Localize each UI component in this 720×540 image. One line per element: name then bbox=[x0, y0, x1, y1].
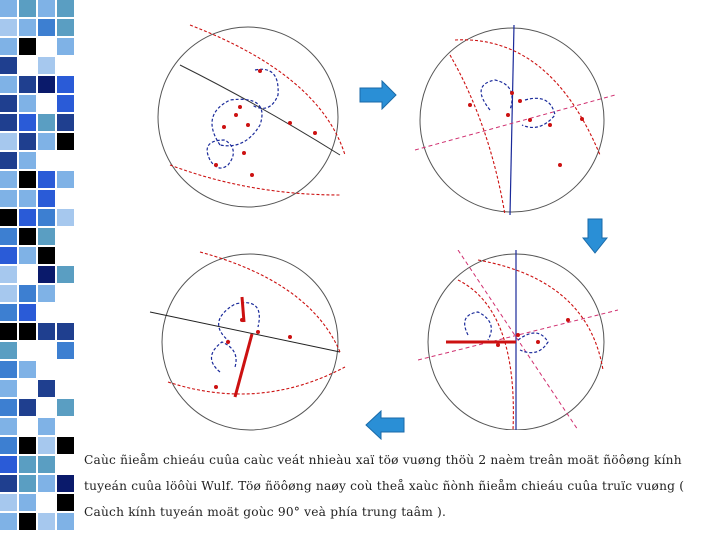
decorative-square bbox=[19, 171, 36, 188]
decorative-square bbox=[19, 152, 36, 169]
decorative-square bbox=[0, 266, 17, 283]
stereonet-top-left bbox=[140, 15, 360, 215]
decorative-square bbox=[38, 247, 55, 264]
decorative-square bbox=[19, 513, 36, 530]
decorative-square bbox=[38, 266, 55, 283]
decorative-square bbox=[57, 38, 74, 55]
decorative-square bbox=[57, 323, 74, 340]
decorative-square bbox=[19, 0, 36, 17]
decorative-square bbox=[57, 399, 74, 416]
decorative-square bbox=[19, 475, 36, 492]
decorative-square bbox=[38, 456, 55, 473]
decorative-square bbox=[0, 513, 17, 530]
decorative-square bbox=[19, 437, 36, 454]
decorative-square bbox=[19, 38, 36, 55]
decorative-square bbox=[0, 380, 17, 397]
decorative-square bbox=[0, 228, 17, 245]
decorative-square bbox=[57, 437, 74, 454]
decorative-square bbox=[0, 399, 17, 416]
decorative-square bbox=[0, 323, 17, 340]
decorative-square bbox=[19, 19, 36, 36]
arrow-down-icon bbox=[582, 218, 608, 254]
arrow-right-icon bbox=[358, 80, 398, 110]
decorative-square bbox=[38, 437, 55, 454]
decorative-square bbox=[0, 190, 17, 207]
decorative-square bbox=[0, 152, 17, 169]
decorative-square bbox=[0, 76, 17, 93]
decorative-square bbox=[19, 247, 36, 264]
decorative-square bbox=[57, 133, 74, 150]
decorative-square bbox=[57, 171, 74, 188]
decorative-square bbox=[0, 475, 17, 492]
decorative-square bbox=[0, 285, 17, 302]
decorative-square bbox=[38, 228, 55, 245]
decorative-square bbox=[0, 19, 17, 36]
decorative-square bbox=[0, 38, 17, 55]
decorative-square bbox=[0, 133, 17, 150]
decorative-square bbox=[0, 209, 17, 226]
decorative-square bbox=[38, 133, 55, 150]
decorative-square bbox=[57, 95, 74, 112]
decorative-square bbox=[38, 475, 55, 492]
decorative-square bbox=[38, 57, 55, 74]
decorative-square bbox=[38, 380, 55, 397]
decorative-square bbox=[19, 209, 36, 226]
decorative-square bbox=[19, 228, 36, 245]
decorative-square bbox=[57, 342, 74, 359]
decorative-square bbox=[0, 95, 17, 112]
stereonet-top-right bbox=[410, 15, 620, 215]
decorative-square bbox=[0, 437, 17, 454]
arrow-left-icon bbox=[364, 410, 406, 440]
stereonet-bottom-right bbox=[418, 250, 618, 430]
decorative-square bbox=[0, 304, 17, 321]
decorative-square bbox=[19, 76, 36, 93]
decorative-square bbox=[57, 19, 74, 36]
decorative-square bbox=[57, 266, 74, 283]
decorative-square bbox=[57, 475, 74, 492]
decorative-square bbox=[0, 57, 17, 74]
decorative-square bbox=[0, 494, 17, 511]
decorative-square bbox=[0, 418, 17, 435]
decorative-square bbox=[38, 418, 55, 435]
decorative-square bbox=[19, 95, 36, 112]
decorative-square bbox=[19, 494, 36, 511]
decorative-square bbox=[19, 190, 36, 207]
decorative-square bbox=[57, 76, 74, 93]
decorative-square bbox=[0, 0, 17, 17]
decorative-square bbox=[0, 342, 17, 359]
decorative-square bbox=[38, 190, 55, 207]
decorative-square bbox=[38, 285, 55, 302]
decorative-square bbox=[38, 323, 55, 340]
decorative-square bbox=[38, 76, 55, 93]
decorative-square bbox=[57, 209, 74, 226]
stereonet-bottom-left bbox=[140, 242, 360, 432]
decorative-square bbox=[0, 361, 17, 378]
decorative-square bbox=[57, 494, 74, 511]
decorative-square bbox=[19, 323, 36, 340]
decorative-square bbox=[38, 19, 55, 36]
decorative-square bbox=[19, 456, 36, 473]
decorative-square bbox=[19, 361, 36, 378]
decorative-square bbox=[19, 133, 36, 150]
decorative-square bbox=[19, 304, 36, 321]
decorative-square-strip bbox=[0, 0, 76, 540]
decorative-square bbox=[0, 456, 17, 473]
decorative-square bbox=[0, 114, 17, 131]
decorative-square bbox=[38, 171, 55, 188]
decorative-square bbox=[38, 0, 55, 17]
figure-caption: Caùc ñieåm chieáu cuûa caùc veát nhieàu xaï töø vuøng thöù 2 naèm treân moät ñöôøng kính tuyeán cuûa löôùi Wulf. Töø ñöôøng naøy coù theå xaùc ñònh ñieåm chieáu cuûa truïc vuøng ( Caùch kính tuyeán moät goùc 90° veà phía trung taâm ). bbox=[84, 453, 685, 519]
decorative-square bbox=[57, 0, 74, 17]
decorative-square bbox=[19, 399, 36, 416]
decorative-square bbox=[0, 171, 17, 188]
decorative-square bbox=[38, 513, 55, 530]
decorative-square bbox=[19, 285, 36, 302]
decorative-square bbox=[38, 209, 55, 226]
decorative-square bbox=[57, 513, 74, 530]
decorative-square bbox=[38, 114, 55, 131]
decorative-square bbox=[0, 247, 17, 264]
decorative-square bbox=[19, 114, 36, 131]
decorative-square bbox=[57, 114, 74, 131]
